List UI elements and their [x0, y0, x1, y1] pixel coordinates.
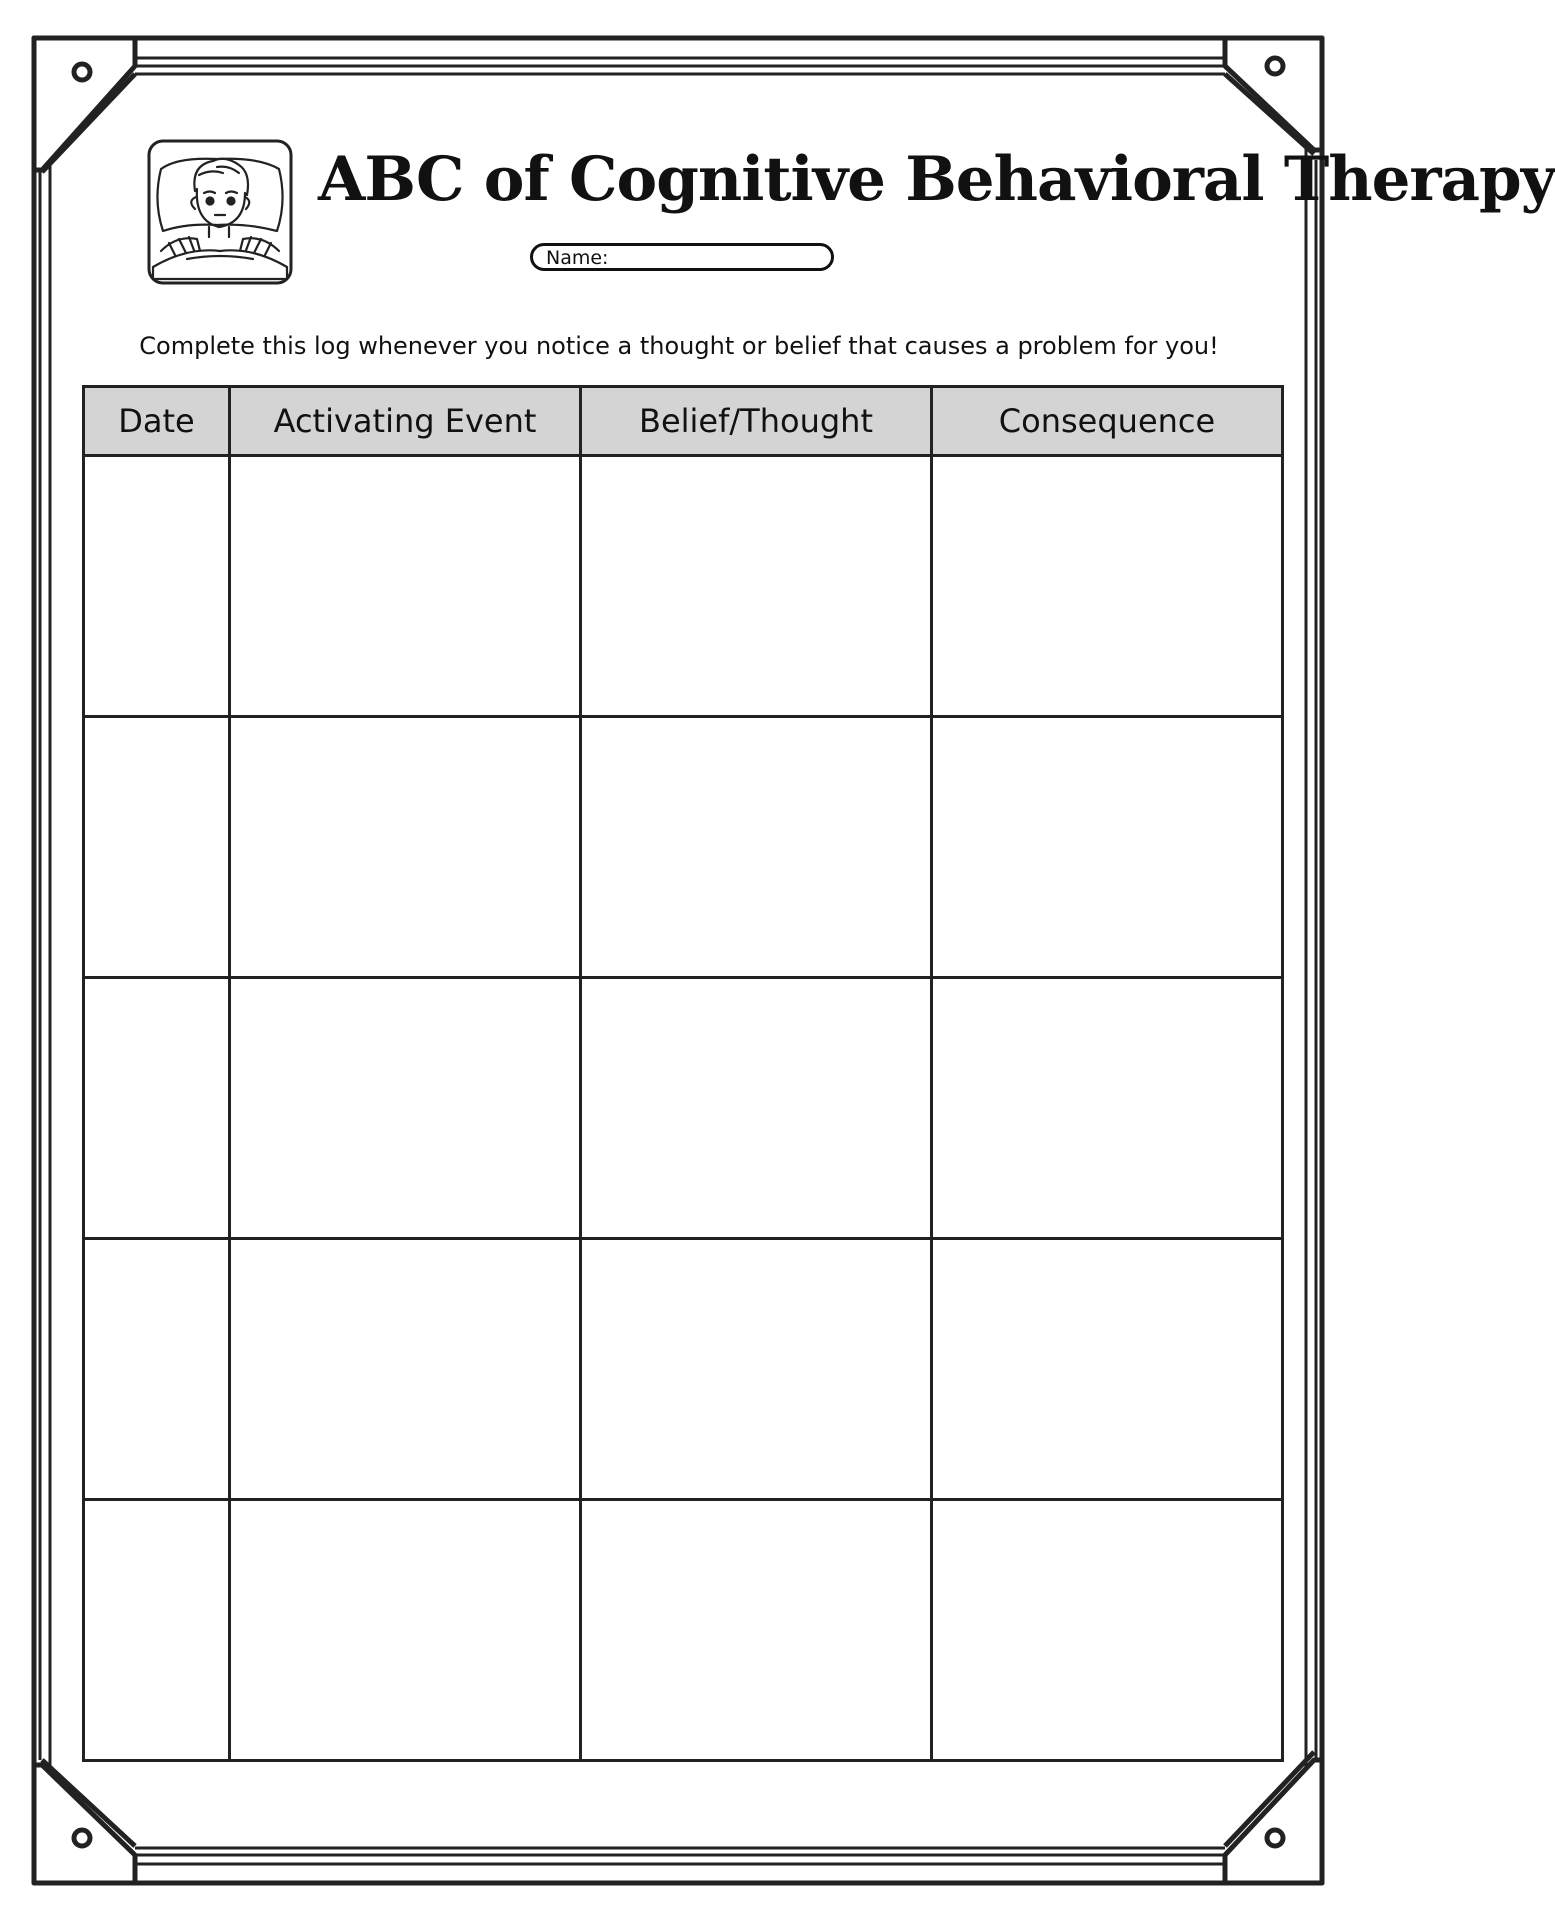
table-row	[84, 456, 1283, 717]
activating-event-cell[interactable]	[230, 978, 581, 1239]
corner-tab-top-left	[34, 38, 135, 172]
table-row	[84, 978, 1283, 1239]
table-header-row	[84, 387, 1283, 456]
table-row	[84, 1239, 1283, 1500]
instruction-text: Complete this log whenever you notice a thought or belief that causes a problem for you!	[139, 332, 1219, 360]
consequence-cell[interactable]	[932, 1500, 1283, 1761]
table-row	[84, 717, 1283, 978]
column-header-date: Date	[84, 387, 230, 456]
consequence-cell[interactable]	[932, 978, 1283, 1239]
column-header-consequence: Consequence	[932, 387, 1283, 456]
column-header-belief-thought: Belief/Thought	[581, 387, 932, 456]
date-cell[interactable]	[84, 1500, 230, 1761]
belief-thought-cell[interactable]	[581, 978, 932, 1239]
belief-thought-cell[interactable]	[581, 456, 932, 717]
activating-event-cell[interactable]	[230, 1500, 581, 1761]
date-cell[interactable]	[84, 1239, 230, 1500]
activating-event-cell[interactable]	[230, 1239, 581, 1500]
consequence-cell[interactable]	[932, 1239, 1283, 1500]
corner-tab-bottom-left	[34, 1760, 135, 1883]
date-cell[interactable]	[84, 978, 230, 1239]
activating-event-cell[interactable]	[230, 717, 581, 978]
date-cell[interactable]	[84, 456, 230, 717]
belief-thought-cell[interactable]	[581, 717, 932, 978]
table-row	[84, 1500, 1283, 1761]
corner-tab-bottom-right	[1225, 1752, 1322, 1883]
consequence-cell[interactable]	[932, 456, 1283, 717]
column-header-activating-event: Activating Event	[230, 387, 581, 456]
worksheet-title: ABC of Cognitive Behavioral Therapy	[318, 144, 1555, 215]
abc-log-table	[82, 385, 1284, 1762]
corner-tab-top-right	[1225, 38, 1322, 154]
belief-thought-cell[interactable]	[581, 1500, 932, 1761]
consequence-cell[interactable]	[932, 717, 1283, 978]
name-label: Name:	[546, 247, 609, 269]
date-cell[interactable]	[84, 717, 230, 978]
child-in-bed-illustration-icon	[147, 139, 293, 285]
activating-event-cell[interactable]	[230, 456, 581, 717]
name-field[interactable]	[530, 243, 834, 271]
belief-thought-cell[interactable]	[581, 1239, 932, 1500]
